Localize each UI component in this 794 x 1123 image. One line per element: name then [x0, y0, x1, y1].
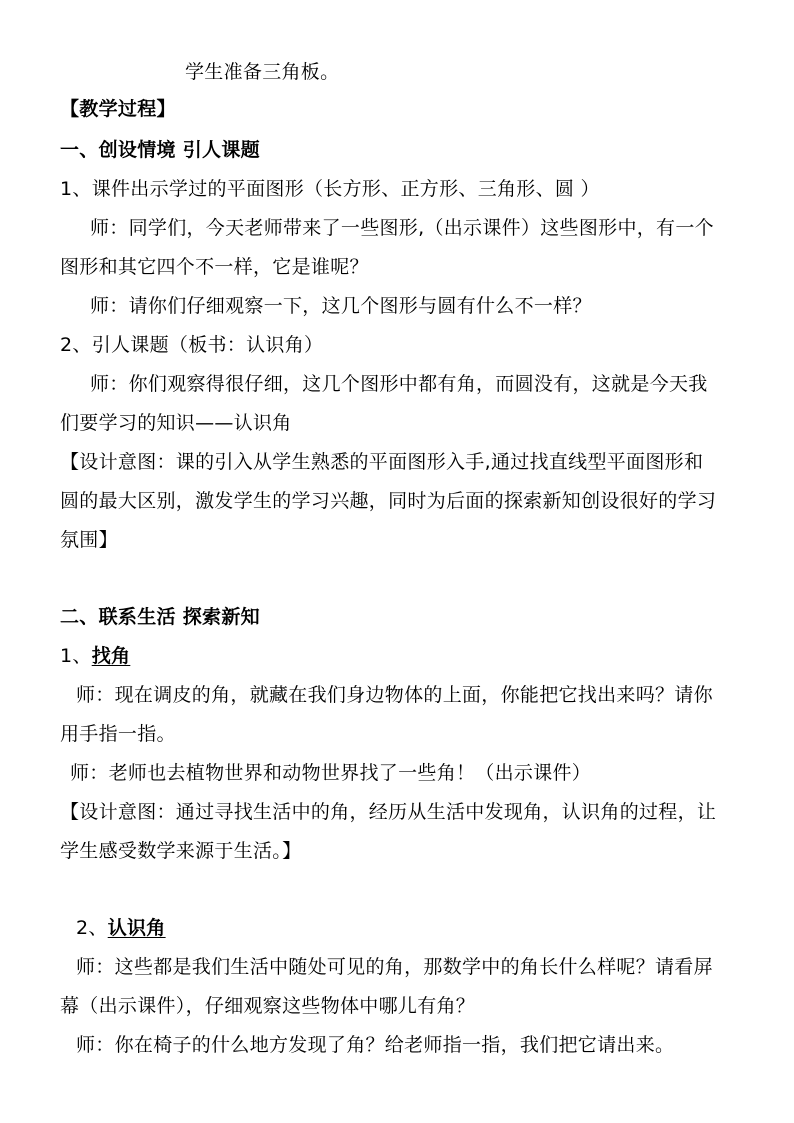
- step-2-line: 2、引人课题（板书：认识角）: [60, 334, 324, 356]
- paragraph-line: 师：你在椅子的什么地方发现了角？给老师指一指，我们把它请出来。: [76, 1034, 675, 1056]
- design-intent-line: 【设计意图：课的引入从学生熟悉的平面图形入手,通过找直线型平面图形和: [60, 451, 704, 473]
- subheading-know-angle: [76, 916, 766, 940]
- paragraph-line: 师：这些都是我们生活中随处可见的角，那数学中的角长什么样呢？请看屏: [76, 956, 713, 978]
- paragraph-line: 师：同学们，今天老师带来了一些图形,（出示课件）这些图形中，有一个: [90, 217, 714, 239]
- paragraph-line: 们要学习的知识——认识角: [60, 412, 292, 434]
- heading-part-two: 二、联系生活 探索新知: [60, 606, 260, 628]
- design-intent-line: 学生感受数学来源于生活。】: [60, 840, 302, 862]
- paragraph-line: 师：现在调皮的角，就藏在我们身边物体的上面，你能把它找出来吗？请你: [76, 684, 713, 706]
- materials-line: 学生准备三角板。: [185, 61, 340, 83]
- step-1-line: 1、课件出示学过的平面图形（长方形、正方形、三角形、圆 ）: [60, 178, 600, 200]
- subheading-number: 1、: [60, 645, 92, 667]
- paragraph-line: 师：请你们仔细观察一下，这几个图形与圆有什么不一样？: [90, 295, 592, 317]
- subheading-title: 找角: [91, 645, 131, 667]
- paragraph-line: 用手指一指。: [60, 723, 176, 745]
- paragraph-line: 图形和其它四个不一样，它是谁呢？: [60, 256, 369, 278]
- heading-part-one: 一、创设情境 引人课题: [60, 139, 260, 161]
- paragraph-line: 幕（出示课件），仔细观察这些物体中哪儿有角？: [60, 995, 476, 1017]
- design-intent-line: 【设计意图：通过寻找生活中的角，经历从生活中发现角，认识角的过程，让: [60, 801, 717, 823]
- section-heading-teaching-process: 【教学过程】: [60, 98, 176, 120]
- design-intent-line: 氛围】: [60, 529, 118, 551]
- design-intent-line: 圆的最大区别，激发学生的学习兴趣，同时为后面的探索新知创设很好的学习: [60, 490, 717, 512]
- subheading-number: 2、: [76, 917, 108, 939]
- paragraph-line: 师：老师也去植物世界和动物世界找了一些角！（出示课件）: [70, 762, 592, 784]
- subheading-find-angle: [60, 644, 750, 668]
- subheading-title: 认识角: [107, 917, 166, 939]
- paragraph-line: 师：你们观察得很仔细，这几个图形中都有角，而圆没有，这就是今天我: [90, 373, 708, 395]
